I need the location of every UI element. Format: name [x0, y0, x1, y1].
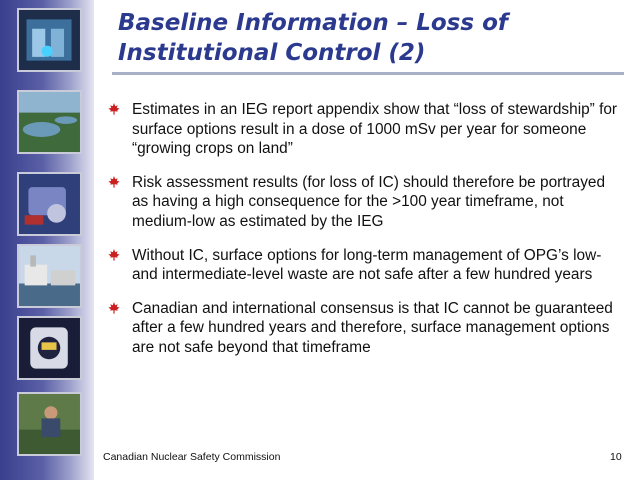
- bullet-item: [108, 246, 618, 285]
- bullet-text: Canadian and international consensus is that IC cannot be guaranteed after a few hundred years and therefore, surface management options are not safe beyond that timeframe: [132, 299, 613, 356]
- equipment-photo: [17, 172, 82, 236]
- radiation-meter-photo: [17, 316, 82, 380]
- field-worker-photo: [17, 392, 82, 456]
- maple-leaf-icon: [108, 249, 120, 261]
- bullet-text: Estimates in an IEG report appendix show that “loss of stewardship” for surface options result in a dose of 1000 mSv per year for someone “growing crops on land”: [132, 101, 618, 158]
- bullet-list: [108, 100, 618, 372]
- bullet-item: [108, 100, 618, 159]
- maple-leaf-icon: [108, 302, 120, 314]
- aerial-landscape-photo: [17, 90, 82, 154]
- bullet-item: [108, 299, 618, 358]
- title-divider: [112, 72, 624, 75]
- slide-title: Baseline Information – Loss of Institutional Control (2): [118, 10, 508, 66]
- page-number: 10: [610, 451, 622, 463]
- bullet-item: [108, 173, 618, 232]
- footer-organization: Canadian Nuclear Safety Commission: [103, 451, 281, 463]
- maple-leaf-icon: [108, 176, 120, 188]
- sidebar: [0, 0, 94, 480]
- reactor-pool-photo: [17, 8, 82, 72]
- power-plant-photo: [17, 244, 82, 308]
- maple-leaf-icon: [108, 103, 120, 115]
- bullet-text: Without IC, surface options for long-term management of OPG’s low- and intermediate-level waste are not safe after a few hundred years: [132, 246, 602, 284]
- bullet-text: Risk assessment results (for loss of IC) should therefore be portrayed as having a high consequence for the >100 year timeframe, not medium-low as estimated by the IEG: [132, 173, 606, 230]
